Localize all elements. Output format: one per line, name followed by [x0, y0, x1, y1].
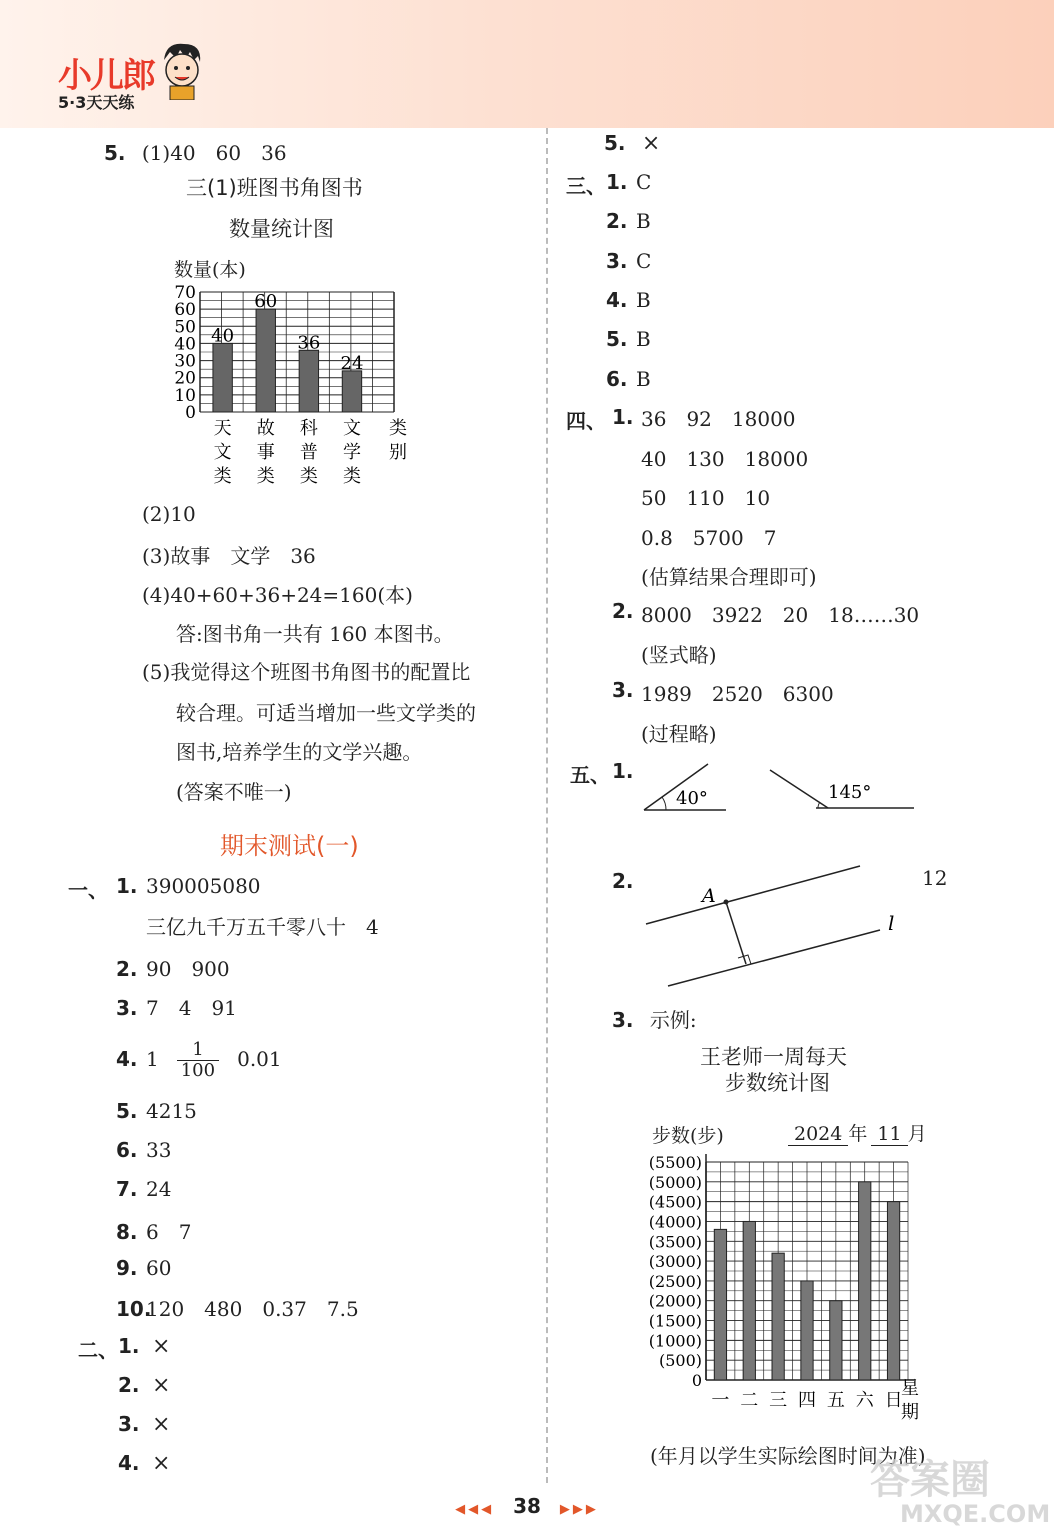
answer-item: [606, 170, 651, 194]
answer-text: 120 480 0.37 7.5: [146, 1297, 359, 1321]
chart2-year-unit: 年: [848, 1123, 868, 1145]
section-4-label: 四、: [566, 409, 606, 433]
question-number: 1.: [116, 874, 138, 898]
question-4-3-number: 3.: [612, 678, 634, 702]
watermark-logo: 答案圈: [870, 1457, 990, 1503]
question-number: 4.: [118, 1451, 140, 1475]
y-tick-label: 0: [185, 403, 196, 423]
book-count-bar-chart: [168, 282, 418, 492]
question-5-4-answer: 答:图书角一共有 160 本图书。: [176, 622, 454, 646]
question-number: 6.: [606, 366, 628, 391]
answer-item: [118, 1373, 170, 1398]
question-number: 6.: [116, 1138, 138, 1162]
fraction-denominator: 100: [180, 1060, 216, 1081]
answer-text: C: [636, 170, 652, 194]
fraction-numerator: 1: [177, 1040, 219, 1061]
question-number: 4.: [116, 1047, 138, 1071]
section-3-label: 三、: [566, 174, 606, 198]
question-5-2: (2)10: [142, 502, 196, 526]
category-label: 六: [855, 1390, 874, 1411]
question-5-1-number: 1.: [612, 759, 634, 783]
answer-item: [118, 1412, 170, 1437]
question-4-1-number: 1.: [612, 405, 634, 429]
question-number: 3.: [612, 1008, 634, 1032]
answer-line: 40 130 18000: [641, 446, 809, 471]
answer-line: 36 92 18000: [641, 407, 796, 431]
question-number: 3.: [118, 1412, 140, 1436]
category-label: 天: [213, 418, 232, 439]
answer-line: (过程略): [641, 721, 717, 746]
y-tick-label: 0: [691, 1371, 702, 1390]
section-2-item-5: [604, 131, 660, 156]
answer-text: (1)40 60 36: [141, 141, 287, 165]
question-number: 1.: [118, 1334, 140, 1358]
answer-text: 三亿九千万五千零八十 4: [146, 915, 379, 939]
answer-text: B: [636, 327, 651, 352]
category-label: 普: [299, 442, 318, 463]
answer-text: B: [636, 209, 651, 234]
y-tick-label: 40: [174, 334, 196, 355]
category-label: 类: [342, 466, 361, 487]
question-5-3: [612, 1004, 697, 1033]
bar: [801, 1281, 813, 1380]
answer-text: 24: [146, 1177, 172, 1201]
example-label: 示例:: [649, 1008, 697, 1032]
question-number: 5.: [104, 141, 126, 165]
bar: [342, 371, 361, 412]
question-number: 4.: [606, 287, 628, 312]
chart2-date: [788, 1119, 927, 1146]
section-2-label: 二、: [78, 1338, 118, 1362]
y-tick-label: 70: [174, 283, 196, 303]
question-number: 7.: [116, 1177, 138, 1201]
answer-text: 1: [146, 1047, 159, 1071]
y-tick-label: (3000): [648, 1252, 702, 1272]
answer-line: 1989 2520 6300: [641, 682, 834, 706]
answer-item: [606, 288, 651, 312]
bar: [714, 1229, 726, 1380]
x-axis-label: 星: [901, 1378, 919, 1399]
answer-text: 90 900: [146, 957, 230, 981]
answer-text: ×: [152, 1334, 171, 1359]
answer-text: 4215: [146, 1099, 197, 1123]
answer-item: [116, 953, 230, 982]
column-divider: [546, 128, 548, 1483]
answer-text: ×: [641, 131, 661, 156]
answer-item: [116, 1256, 171, 1280]
perpendicular-drawing: [640, 858, 920, 998]
angle-label-145: 145°: [828, 782, 872, 803]
category-label: 三: [769, 1390, 788, 1411]
y-tick-label: (2500): [648, 1271, 702, 1291]
answer-text: ×: [152, 1412, 171, 1437]
brand-series: 5·3天天练: [58, 93, 135, 112]
bar: [213, 343, 232, 412]
answer-item: [118, 1451, 170, 1476]
answer-12: 12: [922, 866, 948, 890]
answer-item: [606, 367, 651, 391]
line-l-label: l: [888, 911, 895, 935]
question-number: 10.: [116, 1297, 152, 1321]
y-tick-label: 50: [174, 317, 196, 338]
category-label: 类: [256, 466, 275, 487]
question-number: 5.: [116, 1099, 138, 1123]
question-5-5-line3: 图书,培养学生的文学兴趣。: [176, 740, 423, 764]
y-tick-label: (5500): [648, 1153, 702, 1172]
answer-item: [606, 327, 651, 351]
question-5-2-number: 2.: [612, 869, 634, 893]
answer-item: [116, 1099, 197, 1123]
question-number: 5.: [604, 131, 626, 155]
answer-text: 7 4 91: [146, 996, 237, 1020]
bar: [830, 1301, 842, 1380]
y-tick-label: 30: [174, 351, 196, 372]
answer-item: [116, 1216, 191, 1245]
category-label: 科: [299, 418, 318, 439]
y-tick-label: (4500): [648, 1192, 702, 1212]
question-5-5-note: (答案不唯一): [176, 780, 292, 804]
bar: [256, 309, 275, 412]
chart2-title-line1: 王老师一周每天: [700, 1045, 847, 1069]
answer-item: [606, 209, 651, 233]
section-title: 期末测试(一): [220, 832, 359, 860]
category-label: 学: [342, 442, 361, 463]
chart2-ylabel: 步数(步): [652, 1125, 724, 1147]
question-5-4: (4)40+60+36+24=160(本): [142, 583, 413, 607]
category-label: 四: [798, 1390, 816, 1411]
answer-item: [116, 992, 237, 1021]
question-5-5-line2: 较合理。可适当增加一些文学类的: [176, 701, 476, 725]
y-tick-label: (500): [658, 1351, 702, 1371]
answer-item: [606, 249, 651, 273]
answer-item: [116, 1138, 171, 1162]
bar: [772, 1253, 784, 1380]
answer-text: 33: [146, 1138, 172, 1162]
category-label: 五: [826, 1390, 845, 1411]
question-number: 3.: [116, 996, 138, 1020]
category-label: 文: [342, 418, 361, 439]
y-tick-label: (1000): [648, 1331, 702, 1351]
category-label: 类: [213, 466, 232, 487]
question-5-1: [104, 137, 287, 166]
chart2-year: 2024: [788, 1123, 848, 1146]
y-tick-label: 60: [174, 300, 196, 321]
answer-text: 0.01: [237, 1047, 282, 1071]
x-axis-label: 别: [389, 442, 407, 463]
bar-value-label: 60: [254, 291, 278, 313]
answer-item: [116, 911, 379, 940]
bar-value-label: 24: [340, 352, 364, 374]
angle-drawings: [636, 760, 926, 820]
bar: [743, 1221, 755, 1380]
answer-item: [116, 1177, 171, 1201]
point-A-label: A: [702, 885, 716, 907]
answer-item: [116, 874, 261, 898]
y-tick-label: (4000): [648, 1212, 702, 1232]
question-number: 5.: [606, 327, 628, 352]
answer-text: C: [636, 248, 652, 273]
answer-line: 50 110 10: [641, 486, 771, 510]
y-tick-label: 10: [174, 385, 196, 406]
angle-label-40: 40°: [676, 788, 708, 809]
question-number: 2.: [116, 957, 138, 981]
question-number: 2.: [118, 1373, 140, 1397]
category-label: 故: [256, 418, 275, 439]
bar: [299, 350, 318, 412]
x-axis-label: 类: [389, 418, 407, 439]
section-1-label: 一、: [68, 878, 108, 902]
answer-text: 60: [146, 1256, 172, 1280]
y-tick-label: (5000): [648, 1172, 702, 1192]
chart2-month: 11: [871, 1123, 907, 1146]
next-arrows-icon: ▶▶▶: [559, 1502, 599, 1517]
category-label: 事: [256, 442, 275, 463]
category-label: 日: [884, 1390, 903, 1411]
bar-value-label: 36: [297, 332, 321, 354]
category-label: 二: [740, 1390, 759, 1411]
chart1-title-line1: 三(1)班图书角图书: [186, 176, 363, 200]
answer-text: 390005080: [146, 874, 261, 898]
chart2-title-line2: 步数统计图: [725, 1071, 830, 1095]
y-tick-label: (1500): [648, 1311, 702, 1331]
question-5-3: (3)故事 文学 36: [142, 544, 316, 568]
question-number: 3.: [606, 248, 628, 273]
answer-text: B: [636, 287, 651, 312]
chart2-month-unit: 月: [907, 1123, 927, 1145]
y-tick-label: (2000): [648, 1291, 702, 1311]
answer-item: [116, 1293, 359, 1322]
y-tick-label: 20: [174, 368, 196, 389]
answer-line: 8000 3922 20 18……30: [641, 603, 920, 627]
page-number: 38: [513, 1494, 541, 1518]
question-number: 8.: [116, 1220, 138, 1244]
category-label: 一: [711, 1390, 730, 1411]
answer-item: [116, 1040, 282, 1081]
chart2-note: (年月以学生实际绘图时间为准): [650, 1444, 926, 1468]
question-number: 9.: [116, 1256, 138, 1280]
y-tick-label: (3500): [648, 1232, 702, 1252]
question-4-2-number: 2.: [612, 599, 634, 623]
answer-text: 6 7: [146, 1220, 192, 1244]
answer-text: B: [636, 366, 651, 391]
watermark-url: MXQE.COM: [900, 1500, 1051, 1528]
section-5-label: 五、: [570, 763, 610, 787]
answer-line: 0.8 5700 7: [641, 525, 777, 550]
answer-line: (竖式略): [641, 642, 717, 667]
chart1-title-line2: 数量统计图: [229, 217, 334, 241]
bar: [859, 1182, 871, 1380]
step-count-bar-chart: [640, 1150, 930, 1430]
bar: [887, 1202, 899, 1380]
question-number: 2.: [606, 209, 628, 234]
mascot-icon: [158, 40, 204, 100]
category-label: 文: [213, 442, 232, 463]
category-label: 类: [299, 466, 318, 487]
fraction: [177, 1040, 219, 1081]
chart1-ylabel: 数量(本): [174, 259, 246, 281]
answer-line: (估算结果合理即可): [641, 565, 817, 589]
answer-text: ×: [152, 1373, 171, 1398]
prev-arrows-icon: ◀◀◀: [455, 1502, 495, 1517]
answer-text: ×: [152, 1451, 171, 1476]
bar-value-label: 40: [211, 325, 235, 347]
question-5-5-line1: (5)我觉得这个班图书角图书的配置比: [142, 660, 471, 684]
answer-item: [118, 1334, 170, 1359]
question-number: 1.: [606, 170, 628, 194]
brand-logo: 小儿郎: [58, 56, 154, 96]
x-axis-label: 期: [901, 1402, 919, 1423]
